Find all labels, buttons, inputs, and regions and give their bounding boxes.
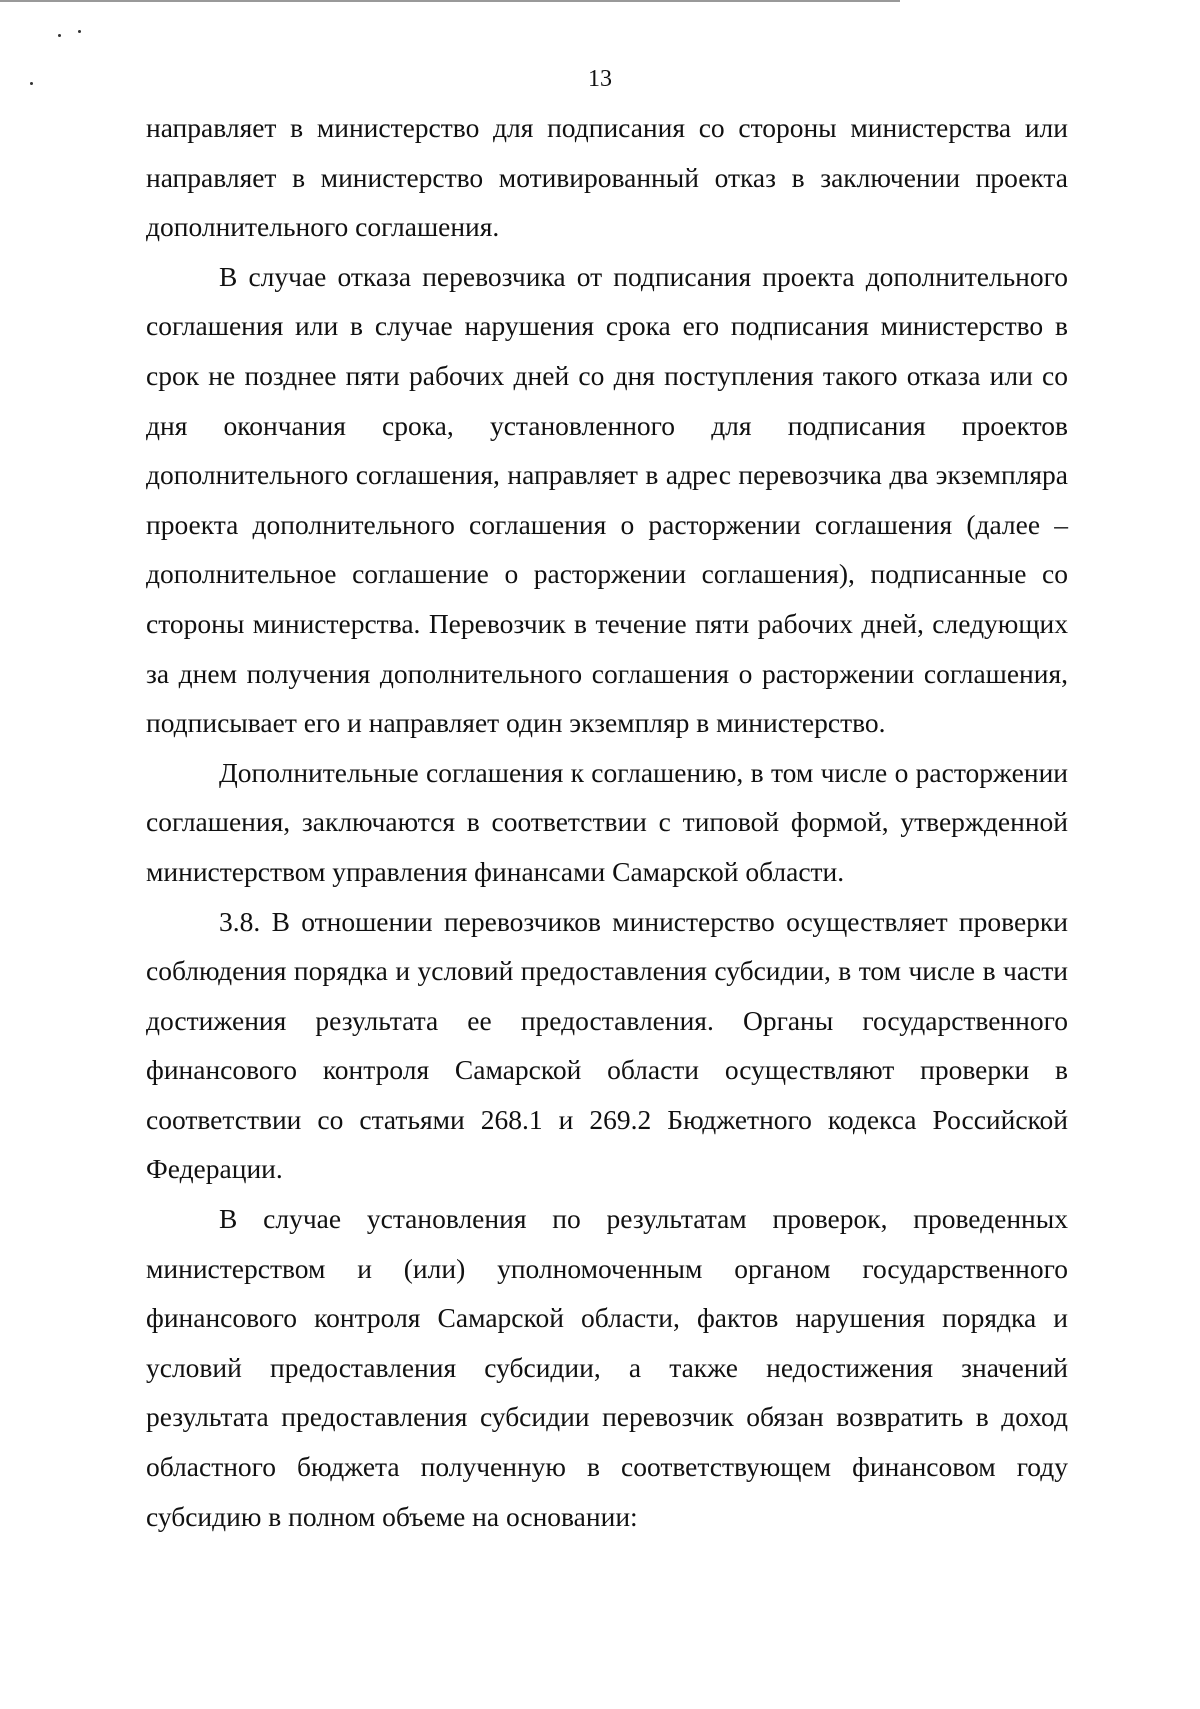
paragraph-additional-agreements: Дополнительные соглашения к соглашению, в том числе о расторжении соглашения, заключаются в соответствии с типовой формой, утвержденной министерством управления финансами Самарской области. (146, 756, 1068, 887)
paragraph-violations: В случае установления по результатам проверок, проведенных министерством и (или) уполномоченным органом государственного финансового контроля Самарской области, фактов нарушения порядка и условий предоставления субсидии, а также недостижения значений результата предоставления субсидии перевозчик обязан возвратить в доход областного бюджета полученную в соответствующем финансовом году субсидию в полном объеме на основании: (146, 1203, 1068, 1532)
paragraph-refusal-case: В случае отказа перевозчика от подписания проекта дополнительного соглашения или в случае нарушения срока его подписания министерство в срок не позднее пяти рабочих дней со дня поступления такого отказа или со дня окончания срока, установленного для подписания проектов дополнительного соглашения, направляет в адрес перевозчика два экземпляра проекта дополнительного соглашения о расторжении соглашения (далее – дополнительное соглашение о расторжении соглашения), подписанные со стороны министерства. Перевозчик в течение пяти рабочих дней, следующих за днем получения дополнительного соглашения о расторжении соглашения, подписывает его и направляет один экземпляр в министерство. (146, 260, 1068, 739)
scan-speck (58, 34, 61, 37)
page-number: 13 (588, 66, 612, 92)
scan-edge-line (0, 0, 900, 2)
paragraph-section-3-8: 3.8. В отношении перевозчиков министерство осуществляет проверки соблюдения порядка и условий предоставления субсидии, в том числе в части достижения результата ее предоставления. Органы государственного финансового контроля Самарской области осуществляют проверки в соответствии со статьями 268.1 и 269.2 Бюджетного кодекса Российской Федерации. (146, 905, 1068, 1185)
document-body (146, 103, 1068, 1541)
paragraph-continuation: направляет в министерство для подписания со стороны министерства или направляет в министерство мотивированный отказ в заключении проекта дополнительного соглашения. (146, 112, 1068, 243)
scan-speck (78, 30, 81, 33)
